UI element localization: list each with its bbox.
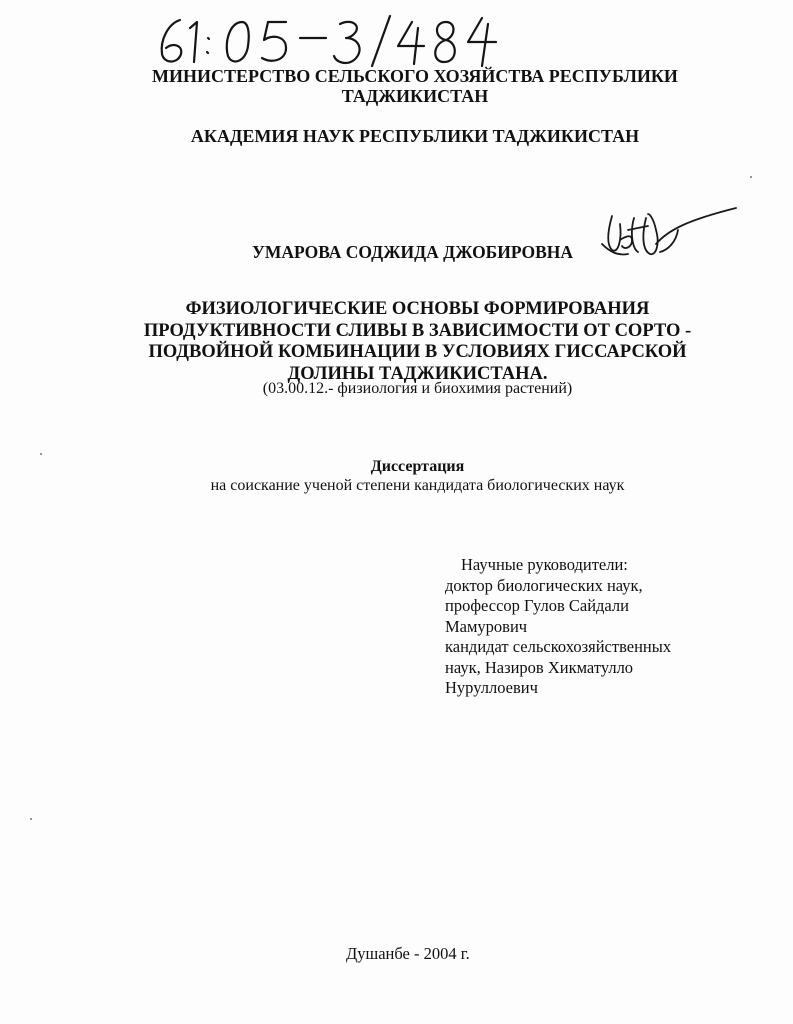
degree-statement: на соискание ученой степени кандидата биологических наук — [210, 477, 625, 494]
title-line: ПРОДУКТИВНОСТИ СЛИВЫ В ЗАВИСИМОСТИ ОТ СОРТО - — [143, 320, 692, 341]
scan-speck — [30, 818, 32, 820]
handwritten-signature — [598, 200, 738, 270]
specialty-code: (03.00.12.- физиология и биохимия растений) — [262, 380, 573, 397]
author-name: УМАРОВА СОДЖИДА ДЖОБИРОВНА — [252, 242, 573, 262]
supervisor-line: Мамурович — [445, 616, 528, 636]
supervisor-line: профессор Гулов Сайдали — [445, 596, 629, 615]
ministry-line-1: МИНИСТЕРСТВО СЕЛЬСКОГО ХОЗЯЙСТВА РЕСПУБЛИКИ — [152, 66, 678, 86]
supervisor-line: доктор биологических наук, — [445, 575, 643, 595]
city-year: Душанбе - 2004 г. — [346, 944, 470, 963]
supervisor-line: кандидат сельскохозяйственных — [445, 637, 672, 656]
dissertation-title — [110, 299, 725, 385]
title-line: ФИЗИОЛОГИЧЕСКИЕ ОСНОВЫ ФОРМИРОВАНИЯ — [185, 299, 650, 319]
academy-heading: АКАДЕМИЯ НАУК РЕСПУБЛИКИ ТАДЖИКИСТАН — [190, 126, 640, 146]
supervisors-heading: Научные руководители: — [461, 555, 628, 574]
signature-drawing — [598, 200, 738, 270]
title-line: ПОДВОЙНОЙ КОМБИНАЦИИ В УСЛОВИЯХ ГИССАРСКОЙ — [148, 342, 687, 362]
handwritten-archive-code-drawing — [150, 8, 510, 70]
ministry-heading — [80, 66, 750, 106]
dissertation-label: Диссертация — [370, 458, 465, 475]
supervisor-line: наук, Назиров Хикматулло — [445, 657, 634, 677]
handwritten-archive-code — [150, 8, 510, 70]
title-line: ДОЛИНЫ ТАДЖИКИСТАНА. — [287, 363, 548, 384]
ministry-line-2: ТАДЖИКИСТАН — [341, 86, 489, 106]
supervisors-block — [445, 555, 745, 699]
scan-speck — [750, 176, 752, 178]
supervisor-line: Нуруллоевич — [445, 678, 538, 697]
scan-speck — [40, 453, 42, 455]
